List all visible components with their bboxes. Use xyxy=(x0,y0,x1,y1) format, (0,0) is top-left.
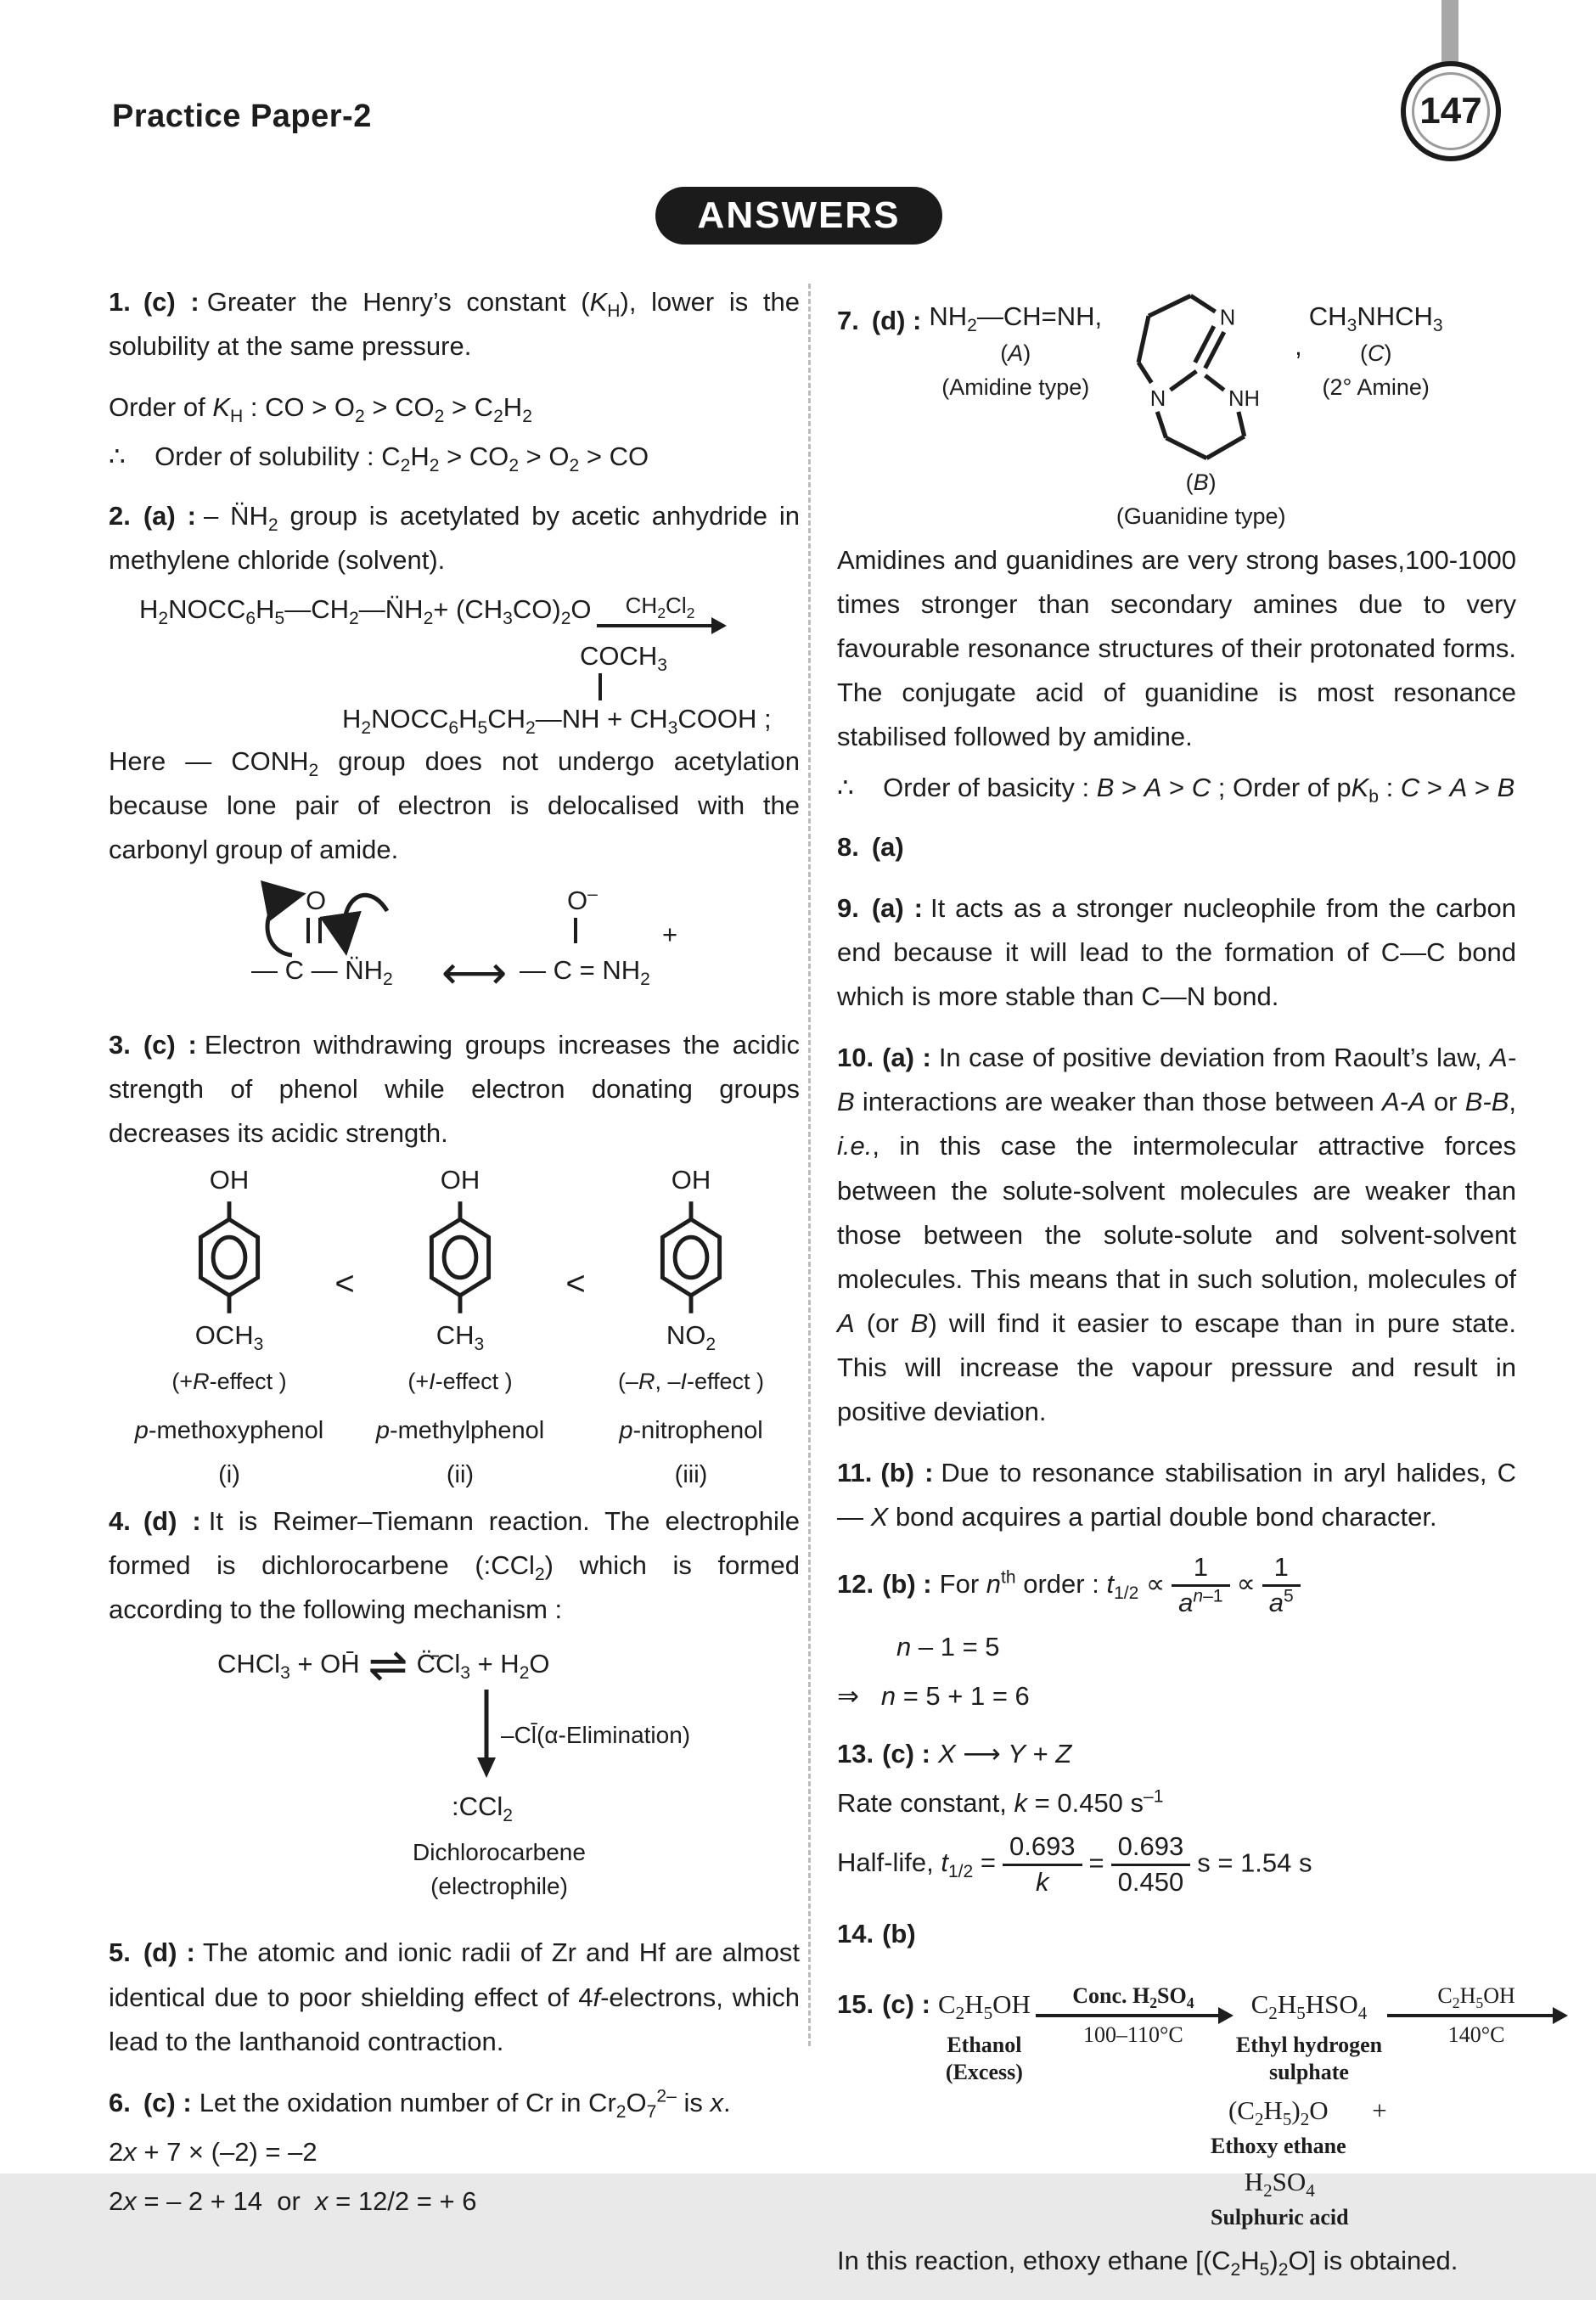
resonance-diagram xyxy=(109,879,800,1015)
acetylation-reaction xyxy=(139,588,800,632)
numerator: 1 xyxy=(1262,1551,1301,1587)
option-label: (c) : xyxy=(143,287,200,317)
structure-label: (A) xyxy=(1000,340,1031,366)
benzene-ring-icon xyxy=(643,1195,739,1319)
answer-text: Electron withdrawing groups increases the acidic strength of phenol while electron donating groups decreases its acidic strength. xyxy=(109,1029,800,1148)
bicyclic-guanidine-icon xyxy=(1114,280,1288,464)
answer-number: 11. xyxy=(837,1457,873,1487)
oxygen-label: O xyxy=(306,885,327,915)
arrow-shaft xyxy=(1387,2014,1565,2017)
ethanol-reactant xyxy=(938,1974,1031,2087)
structure-type: (Amidine type) xyxy=(941,374,1090,400)
answer-9 xyxy=(837,886,1516,1019)
answer-number: 4. xyxy=(109,1506,131,1537)
half-life-line xyxy=(837,1830,1516,1899)
structure-type: (Guanidine type) xyxy=(1116,503,1286,529)
page-title: Practice Paper-2 xyxy=(112,98,372,134)
elimination-label: –Cl̄(α-Elimination) xyxy=(501,1722,691,1749)
answer-2-note xyxy=(109,739,800,872)
answer-number: 3. xyxy=(109,1029,131,1060)
nh-label: NH xyxy=(1228,387,1261,412)
answer-text: Amidines and guanidines are very strong bases,100-1000 times stronger than secondary amines due to very favourable resonance structures of their protonated forms. The conjugate acid of guanidine is most resonance stabilised followed by amidine. xyxy=(837,544,1516,751)
substituent-label: $CH_3$ xyxy=(436,1320,485,1355)
left-column xyxy=(109,280,800,2229)
column-divider xyxy=(808,284,811,2046)
phenol-structure-2 xyxy=(363,1164,557,1496)
answer-number: 10. xyxy=(837,1043,874,1073)
amidine-structure xyxy=(929,299,1102,402)
numerator: 0.693 xyxy=(1003,1830,1082,1866)
answer-text: It acts as a stronger nucleophile from the carbon end because it will lead to the formation of C—C bond which is more stable than C—N bond. xyxy=(837,893,1516,1012)
answer-15-conclusion xyxy=(837,2239,1516,2283)
compound-name: p-methylphenol xyxy=(375,1416,545,1444)
product-formula: $C̈̄Cl_3 + H_2O$ xyxy=(416,1649,550,1684)
less-than-sign: < xyxy=(565,1265,586,1303)
dichlorocarbene-mechanism xyxy=(109,1635,800,1931)
nitrogen-label: N xyxy=(1219,306,1236,330)
answer-text: – $N̈H_2$ group is acetylated by acetic anhydride in methylene chloride (solvent). xyxy=(109,501,800,576)
benzene-ring-icon xyxy=(413,1195,508,1319)
answers-badge xyxy=(655,187,942,245)
arrow-shaft xyxy=(1036,2014,1231,2017)
product-formula: $(C_2H_5)_2O$ xyxy=(1228,2095,1329,2129)
ethyl-hydrogen-sulphate-product xyxy=(1236,1974,1382,2087)
resonance-arrow: ⟷ xyxy=(441,947,508,998)
numerator: 0.693 xyxy=(1111,1830,1191,1866)
page-number-badge xyxy=(1401,61,1501,161)
comma-separator: , xyxy=(1295,331,1302,361)
single-bond-line xyxy=(574,918,577,943)
arrow-top-label: $C_2H_5OH$ xyxy=(1437,1982,1515,2011)
answer-15-reaction xyxy=(837,1974,1516,2087)
compound-index: (i) xyxy=(218,1461,240,1489)
reactants: $H_2NOCC_6H_5—CH_2—N̈H_2+ (CH_3CO)_2O$ xyxy=(139,594,592,629)
answer-text: Let the oxidation number of Cr in $Cr_2O_7^{2-}$ is x. xyxy=(199,2086,731,2122)
proportional-sign: ∝ xyxy=(1236,1568,1256,1599)
page-tab-bar xyxy=(1441,0,1458,70)
option-label: (a) xyxy=(871,831,904,862)
arrow-top-label: $CH_2Cl_2$ xyxy=(625,593,695,622)
amide-structure: — C — $N̈H_2$ xyxy=(251,954,393,989)
oxide-label: O– xyxy=(567,884,598,915)
product-formula: $H_2NOCC_6H_5CH_2—NH$ + $CH_3COOH$ ; xyxy=(342,703,772,738)
reactant-formula: CHCl$_3$ + OH̄ xyxy=(217,1649,360,1684)
option-label: (a) : xyxy=(143,501,196,531)
amine-formula: $CH_3NHCH_3$ xyxy=(1308,301,1443,336)
answer-1 xyxy=(109,280,800,368)
result-value: s = 1.54 s xyxy=(1197,1847,1312,1878)
effect-label: (+R-effect ) xyxy=(171,1369,287,1395)
answer-text: The atomic and ionic radii of Zr and Hf are almost identical due to poor shielding effect of 4f-electrons, which lead to the lanthanoid contraction. xyxy=(109,1937,801,2056)
fraction xyxy=(1111,1830,1191,1899)
denominator: 0.450 xyxy=(1117,1866,1184,1897)
oxidation-equation-1: 2x + 7 × (–2) = –2 xyxy=(109,2136,318,2167)
answer-text: Due to resonance stabilisation in aryl halides, C — X bond acquires a partial double bond character. xyxy=(837,1457,1516,1532)
answer-number: 1. xyxy=(109,287,131,317)
rate-constant-line: Rate constant, k = 0.450 $s^{-1}$ xyxy=(837,1786,1164,1818)
reaction-arrow xyxy=(597,592,724,632)
guanidine-structure xyxy=(1114,280,1288,531)
page-number: 147 xyxy=(1412,72,1490,150)
option-label: (b) : xyxy=(882,1568,932,1599)
answers-badge-label: ANSWERS xyxy=(697,194,901,236)
carbene-formula: :CCl$_2$ xyxy=(452,1791,514,1826)
answer-2 xyxy=(109,494,800,582)
option-label: (c) : xyxy=(882,1738,930,1769)
oxidation-equation-2: 2x = – 2 + 14 or x = 12/2 = + 6 xyxy=(109,2185,477,2216)
answer-1-order-line: Order of $K_H$ : CO > $O_2 > CO_2 > C_2H_2$ xyxy=(109,392,532,427)
answer-number: 9. xyxy=(837,893,859,924)
half-life-expression: Half-life, $t_{1/2}$ = xyxy=(837,1847,996,1882)
answer-4 xyxy=(109,1499,800,1632)
compound-name: Ethanol xyxy=(947,2032,1022,2057)
nitrogen-label: N xyxy=(1149,387,1166,412)
denominator: $a^5$ xyxy=(1268,1586,1294,1617)
arrow-shaft xyxy=(597,624,724,627)
curved-arrow-icon xyxy=(236,874,423,984)
mechanism-reactants xyxy=(217,1638,550,1692)
compound-note: (Excess) xyxy=(945,2060,1023,2085)
option-label: (b) : xyxy=(880,1457,934,1487)
numerator: 1 xyxy=(1172,1551,1229,1587)
compound-name: p-nitrophenol xyxy=(619,1416,763,1444)
effect-label: (–R, –I-effect ) xyxy=(617,1369,765,1395)
option-label: (c) : xyxy=(143,1029,197,1060)
answer-number: 13. xyxy=(837,1738,874,1769)
hydroxyl-label: OH xyxy=(440,1165,480,1195)
amidine-formula: $NH_2—CH=NH$, xyxy=(929,301,1103,336)
answer-5 xyxy=(109,1931,800,2063)
basicity-order-line: ∴ Order of basicity : B > A > C ; Order of $pK_b$ : C > A > B xyxy=(837,772,1515,807)
ethanol-formula: $C_2H_5OH$ xyxy=(937,1988,1031,2023)
answer-3 xyxy=(109,1023,800,1156)
carbene-role: (electrophile) xyxy=(430,1873,568,1900)
reaction-arrow xyxy=(1036,1982,1231,2050)
plus-sign: + xyxy=(1372,2095,1387,2125)
right-column xyxy=(837,280,1516,2300)
option-label: (a) : xyxy=(882,1043,931,1073)
answer-text: It is Reimer–Tiemann reaction. The electrophile formed is dichlorocarbene (:CCl$_2$) which is formed according to the following mechanism : xyxy=(109,1506,800,1625)
answer-15-products xyxy=(1211,2089,1516,2232)
structure-type: (2° Amine) xyxy=(1322,374,1430,400)
reaction-scheme: X ⟶ Y + Z xyxy=(937,1738,1072,1769)
answer-1-solubility-line: ∴ Order of solubility : $C_2H_2 > CO_2 > O_2$ > CO xyxy=(109,441,649,476)
compound-name: p-methoxyphenol xyxy=(134,1416,324,1444)
answer-number: 12. xyxy=(837,1568,874,1599)
fraction xyxy=(1003,1830,1082,1899)
equilibrium-arrow: ⇌ xyxy=(368,1638,408,1692)
answer-number: 14. xyxy=(837,1919,874,1949)
answer-8 xyxy=(837,825,1516,869)
ethoxy-ethane-product xyxy=(1211,2089,1346,2161)
compound-index: (iii) xyxy=(674,1461,708,1489)
arrow-top-label: Conc. $H_2SO_4$ xyxy=(1072,1982,1194,2011)
answer-number: 8. xyxy=(837,831,859,862)
iminium-structure: — $C = NH_2$ xyxy=(520,954,650,989)
answer-number: 2. xyxy=(109,501,131,531)
answer-12-formula xyxy=(837,1551,1516,1620)
answer-13-reaction xyxy=(837,1732,1516,1776)
option-label: (d) : xyxy=(871,306,922,335)
effect-label: (+I-effect ) xyxy=(407,1369,513,1395)
equals-sign: = xyxy=(1088,1847,1104,1878)
substituent-label: $NO_2$ xyxy=(666,1320,717,1355)
compound-name: Sulphuric acid xyxy=(1211,2205,1349,2230)
down-arrow-icon xyxy=(475,1690,497,1778)
arrow-bottom-label: 100–110°C xyxy=(1083,2022,1183,2048)
answer-11 xyxy=(837,1451,1516,1539)
answer-number: 15. xyxy=(837,1988,874,2019)
structure-label: (B) xyxy=(1185,470,1217,495)
plus-charge: + xyxy=(662,919,678,949)
hydroxyl-label: OH xyxy=(671,1165,711,1195)
arrow-bottom-label: 140°C xyxy=(1447,2022,1505,2048)
answer-12-step-2: ⇒ n = 5 + 1 = 6 xyxy=(837,1680,1030,1711)
product-formula: $C_2H_5HSO_4$ xyxy=(1250,1988,1368,2023)
carbene-name: Dichlorocarbene xyxy=(413,1839,586,1866)
denominator: k xyxy=(1036,1866,1049,1897)
option-label: (c) : xyxy=(882,1988,930,2019)
answer-10 xyxy=(837,1036,1516,1434)
compound-name: Ethyl hydrogen xyxy=(1235,2032,1383,2057)
amine-structure xyxy=(1309,299,1443,402)
compound-name-2: sulphate xyxy=(1269,2060,1349,2085)
benzene-ring-icon xyxy=(182,1195,277,1319)
hydroxyl-label: OH xyxy=(209,1165,250,1195)
substituent-label: $OCH_3$ xyxy=(194,1320,264,1355)
acyl-group: $COCH_3$ xyxy=(580,640,668,675)
answer-number: 6. xyxy=(109,2087,131,2117)
answer-12-step-1: n – 1 = 5 xyxy=(896,1631,1000,1662)
sulphuric-acid-product xyxy=(1211,2160,1349,2232)
fraction xyxy=(1262,1551,1301,1620)
phenol-structure-3 xyxy=(594,1164,788,1496)
answer-number: 5. xyxy=(109,1937,131,1968)
compound-name: Ethoxy ethane xyxy=(1211,2133,1346,2158)
structure-label: (C) xyxy=(1359,340,1392,366)
order-expression: For $n^{th}$ order : $t_{1/2}$ ∝ xyxy=(939,1567,1166,1603)
answer-6 xyxy=(109,2081,800,2125)
option-label: (d) : xyxy=(143,1506,201,1537)
compound-index: (ii) xyxy=(446,1461,475,1489)
answer-text: Greater the Henry’s constant $(K_H)$, lower is the solubility at the same pressure. xyxy=(109,287,800,362)
denominator: $a^{n-1}$ xyxy=(1178,1586,1223,1617)
less-than-sign: < xyxy=(334,1265,355,1303)
answer-7-text xyxy=(837,538,1516,759)
reaction-arrow xyxy=(1387,1982,1565,2050)
answer-text: In case of positive deviation from Raoult’s law, A-B interactions are weaker than those between A-A or B-B, i.e., in this case the intermolecular attractive forces between the solute-solvent molecules are weaker than those between the solute-solute and solvent-solvent molecules. This means that in such solution, molecules of A (or B) will find it easier to escape than in pure state. This will increase the vapour pressure and result in positive deviation. xyxy=(837,1043,1516,1426)
acetylation-product xyxy=(109,634,800,738)
answer-number: 7. xyxy=(837,306,859,335)
answer-14 xyxy=(837,1912,1516,1956)
answer-7-structures xyxy=(837,280,1516,531)
fraction xyxy=(1172,1551,1229,1620)
option-label: (d) : xyxy=(143,1937,195,1968)
option-label: (b) xyxy=(882,1919,916,1949)
answer-text: Here — $CONH_2$ group does not undergo acetylation because lone pair of electron is delocalised with the carbonyl group of amide. xyxy=(109,745,800,864)
phenol-comparison-diagram xyxy=(132,1164,800,1496)
product-formula: $H_2SO_4$ xyxy=(1244,2167,1315,2202)
answer-text: In this reaction, ethoxy ethane $[(C_2H_5)_2O]$ is obtained. xyxy=(837,2245,1458,2280)
phenol-structure-1 xyxy=(132,1164,326,1496)
option-label: (a) : xyxy=(871,893,924,924)
option-label: (c) : xyxy=(143,2087,192,2117)
